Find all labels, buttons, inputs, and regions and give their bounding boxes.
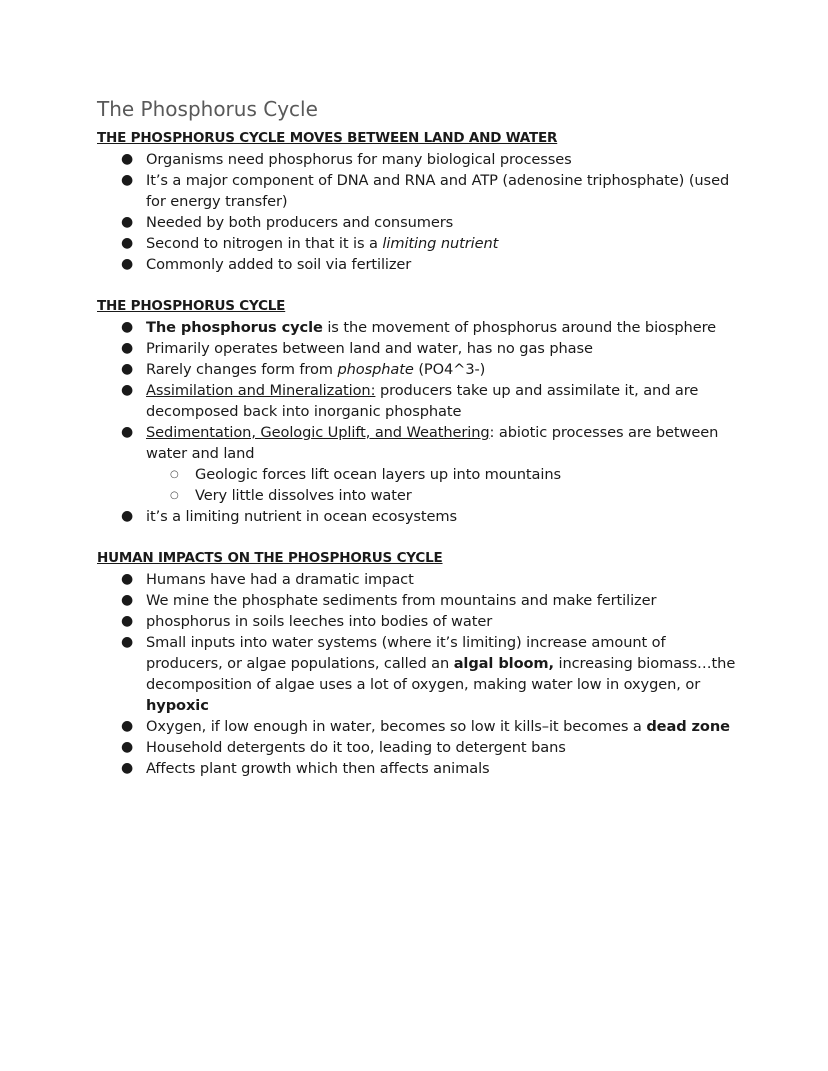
italic-term: limiting nutrient	[382, 235, 499, 252]
bullet-list	[97, 149, 737, 275]
bullet-icon: ●	[121, 760, 134, 776]
item-text: Oxygen, if low enough in water, becomes so low it kills–it becomes a	[146, 718, 647, 735]
bullet-icon: ●	[121, 235, 134, 251]
list-item	[97, 254, 737, 275]
bullet-icon: ●	[121, 718, 134, 734]
bullet-icon: ●	[121, 634, 134, 650]
item-text: Geologic forces lift ocean layers up into mountains	[195, 466, 562, 483]
document-title: The Phosphorus Cycle	[97, 97, 318, 121]
item-text: Very little dissolves into water	[195, 487, 412, 504]
item-text: : abiotic processes are between water and land	[146, 424, 719, 462]
list-item	[97, 611, 737, 632]
item-text: it’s a limiting nutrient in ocean ecosystems	[146, 508, 458, 525]
bold-term: The phosphorus cycle	[146, 319, 323, 336]
section-heading: HUMAN IMPACTS ON THE PHOSPHORUS CYCLE	[97, 550, 443, 566]
list-item	[97, 506, 737, 527]
section-heading: THE PHOSPHORUS CYCLE	[97, 298, 286, 314]
item-text: Primarily operates between land and water, has no gas phase	[146, 340, 593, 357]
list-item	[97, 590, 737, 611]
list-item	[97, 422, 737, 506]
hollow-bullet-icon: ○	[170, 490, 179, 501]
bullet-icon: ●	[121, 172, 134, 188]
underlined-term: Sedimentation, Geologic Uplift, and Weathering	[146, 424, 490, 441]
list-item	[97, 758, 737, 779]
bullet-list	[97, 317, 737, 527]
bullet-icon: ●	[121, 256, 134, 272]
bullet-icon: ●	[121, 508, 134, 524]
sub-list-item	[146, 464, 737, 485]
bullet-icon: ●	[121, 424, 134, 440]
list-item	[97, 632, 737, 716]
list-item	[97, 737, 737, 758]
document-page	[97, 96, 737, 800]
hollow-bullet-icon: ○	[170, 469, 179, 480]
bullet-icon: ●	[121, 361, 134, 377]
item-text: Household detergents do it too, leading to detergent bans	[146, 739, 566, 756]
list-item	[97, 233, 737, 254]
section-phosphorus-cycle	[97, 296, 737, 527]
section-land-and-water	[97, 128, 737, 275]
bullet-icon: ●	[121, 340, 134, 356]
bullet-icon: ●	[121, 214, 134, 230]
bold-term: dead zone	[646, 718, 730, 735]
italic-term: phosphate	[337, 361, 414, 378]
item-text: phosphorus in soils leeches into bodies of water	[146, 613, 493, 630]
item-text: Needed by both producers and consumers	[146, 214, 454, 231]
bullet-icon: ●	[121, 571, 134, 587]
list-item	[97, 170, 737, 212]
item-text: Organisms need phosphorus for many biological processes	[146, 151, 572, 168]
item-text: Commonly added to soil via fertilizer	[146, 256, 412, 273]
bullet-icon: ●	[121, 613, 134, 629]
item-text: (PO4^3-)	[413, 361, 486, 378]
item-text: producers take up and assimilate it, and are decomposed back into inorganic phosphate	[146, 382, 699, 420]
item-text: Small inputs into water systems (where it’s limiting) increase amount of producers, or algae populations, called an	[146, 634, 666, 672]
bold-term: hypoxic	[146, 697, 209, 714]
bold-term: algal bloom,	[453, 655, 554, 672]
item-text: It’s a major component of DNA and RNA and ATP (adenosine triphosphate) (used for energy transfer)	[146, 172, 730, 210]
section-heading: THE PHOSPHORUS CYCLE MOVES BETWEEN LAND AND WATER	[97, 130, 558, 146]
item-text: Affects plant growth which then affects animals	[146, 760, 490, 777]
item-text: Humans have had a dramatic impact	[146, 571, 414, 588]
bullet-icon: ●	[121, 592, 134, 608]
list-item	[97, 149, 737, 170]
item-text: is the movement of phosphorus around the biosphere	[322, 319, 717, 336]
list-item	[97, 716, 737, 737]
item-text: We mine the phosphate sediments from mountains and make fertilizer	[146, 592, 657, 609]
item-text: increasing biomass…the decomposition of algae uses a lot of oxygen, making water low in oxygen, or	[146, 655, 736, 693]
list-item	[97, 380, 737, 422]
list-item	[97, 359, 737, 380]
item-text: Rarely changes form from	[146, 361, 338, 378]
list-item	[97, 317, 737, 338]
list-item	[97, 338, 737, 359]
bullet-icon: ●	[121, 151, 134, 167]
underlined-term: Assimilation and Mineralization:	[146, 382, 376, 399]
list-item	[97, 212, 737, 233]
item-text: Second to nitrogen in that it is a	[146, 235, 383, 252]
bullet-list	[97, 569, 737, 779]
list-item	[97, 569, 737, 590]
bullet-icon: ●	[121, 382, 134, 398]
bullet-icon: ●	[121, 319, 134, 335]
bullet-icon: ●	[121, 739, 134, 755]
sub-list-item	[146, 485, 737, 506]
section-human-impacts	[97, 548, 737, 779]
sub-bullet-list	[146, 464, 737, 506]
